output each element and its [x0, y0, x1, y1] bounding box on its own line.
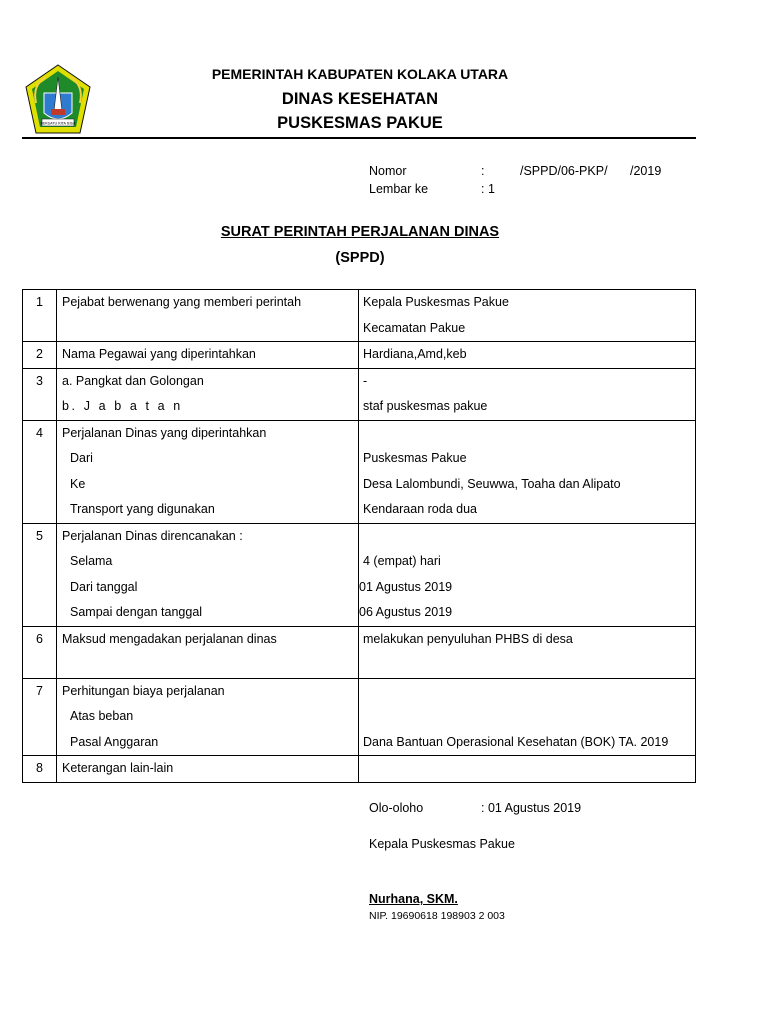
row-label: Nama Pegawai yang diperintahkan [62, 347, 256, 361]
row-number: 1 [36, 295, 43, 309]
table-row [23, 626, 696, 678]
lembar-label: Lembar ke [369, 182, 429, 196]
logo-motto: BERSATU KITA BISA [40, 121, 76, 126]
table-row [23, 523, 696, 626]
row-value: staf puskesmas pakue [363, 399, 488, 413]
header-institution: PUSKESMAS PAKUE [277, 114, 443, 132]
document-subtitle: (SPPD) [335, 250, 385, 266]
header-divider [22, 137, 696, 139]
row-number: 4 [36, 425, 43, 440]
table-row [23, 420, 696, 523]
row-sublabel: Pasal Anggaran [70, 734, 159, 749]
row-value: 01 Agustus 2019 [359, 579, 453, 594]
signatory-nip: NIP. 19690618 198903 2 003 [369, 910, 505, 922]
sppd-table [22, 289, 696, 783]
header-government: PEMERINTAH KABUPATEN KOLAKA UTARA [211, 66, 509, 82]
table-row [23, 342, 696, 369]
document-title: SURAT PERINTAH PERJALANAN DINAS [220, 224, 500, 240]
row-label: Perjalanan Dinas yang diperintahkan [62, 425, 267, 440]
row-label: Keterangan lain-lain [62, 761, 174, 775]
nomor-label: Nomor [369, 164, 407, 178]
kolaka-utara-emblem [24, 63, 92, 137]
signatory-name: Nurhana, SKM. [369, 892, 458, 906]
row-value: - [363, 373, 368, 388]
nomor-value-b: /2019 [630, 164, 662, 178]
row-value: 4 (empat) hari [363, 554, 441, 568]
row-label: Pejabat berwenang yang memberi perintah [62, 295, 302, 309]
row-label: Maksud mengadakan perjalanan dinas [62, 631, 277, 646]
nomor-colon: : [481, 164, 485, 178]
lembar-value: : 1 [481, 182, 495, 196]
row-value: Kendaraan roda dua [363, 502, 477, 516]
row-value: Kepala Puskesmas Pakue [363, 295, 509, 309]
signature-place: Olo-oloho [369, 801, 424, 815]
row-number: 8 [36, 761, 43, 775]
row-number: 5 [36, 528, 43, 543]
row-label: b. J a b a t a n [62, 399, 183, 413]
row-label: a. Pangkat dan Golongan [62, 373, 204, 388]
row-sublabel: Sampai dengan tanggal [70, 605, 203, 619]
row-sublabel: Atas beban [70, 709, 134, 723]
row-number: 6 [36, 631, 43, 646]
row-sublabel: Selama [70, 554, 113, 568]
row-value: Hardiana,Amd,keb [363, 347, 467, 361]
row-sublabel: Transport yang digunakan [70, 502, 215, 516]
table-row [23, 290, 696, 342]
row-value: Kecamatan Pakue [363, 320, 466, 335]
nomor-value-a: /SPPD/06-PKP/ [520, 164, 608, 178]
row-value: Puskesmas Pakue [363, 451, 467, 465]
header-agency: DINAS KESEHATAN [281, 90, 439, 108]
row-value: 06 Agustus 2019 [359, 605, 453, 619]
signature-position: Kepala Puskesmas Pakue [369, 837, 515, 851]
row-label: Perjalanan Dinas direncanakan : [62, 528, 243, 543]
signature-date: : 01 Agustus 2019 [481, 801, 582, 815]
table-row [23, 756, 696, 783]
row-sublabel: Dari tanggal [70, 579, 138, 594]
row-sublabel: Ke [70, 476, 86, 491]
row-number: 2 [36, 347, 43, 361]
row-value: melakukan penyuluhan PHBS di desa [363, 631, 573, 646]
row-value: Desa Lalombundi, Seuwwa, Toaha dan Alipato [363, 476, 621, 491]
row-label: Perhitungan biaya perjalanan [62, 683, 225, 698]
row-number: 7 [36, 683, 43, 698]
row-sublabel: Dari [70, 451, 93, 465]
table-row [23, 368, 696, 420]
row-value: Dana Bantuan Operasional Kesehatan (BOK) TA. 2019 [363, 734, 669, 749]
row-number: 3 [36, 373, 43, 388]
table-row [23, 678, 696, 756]
